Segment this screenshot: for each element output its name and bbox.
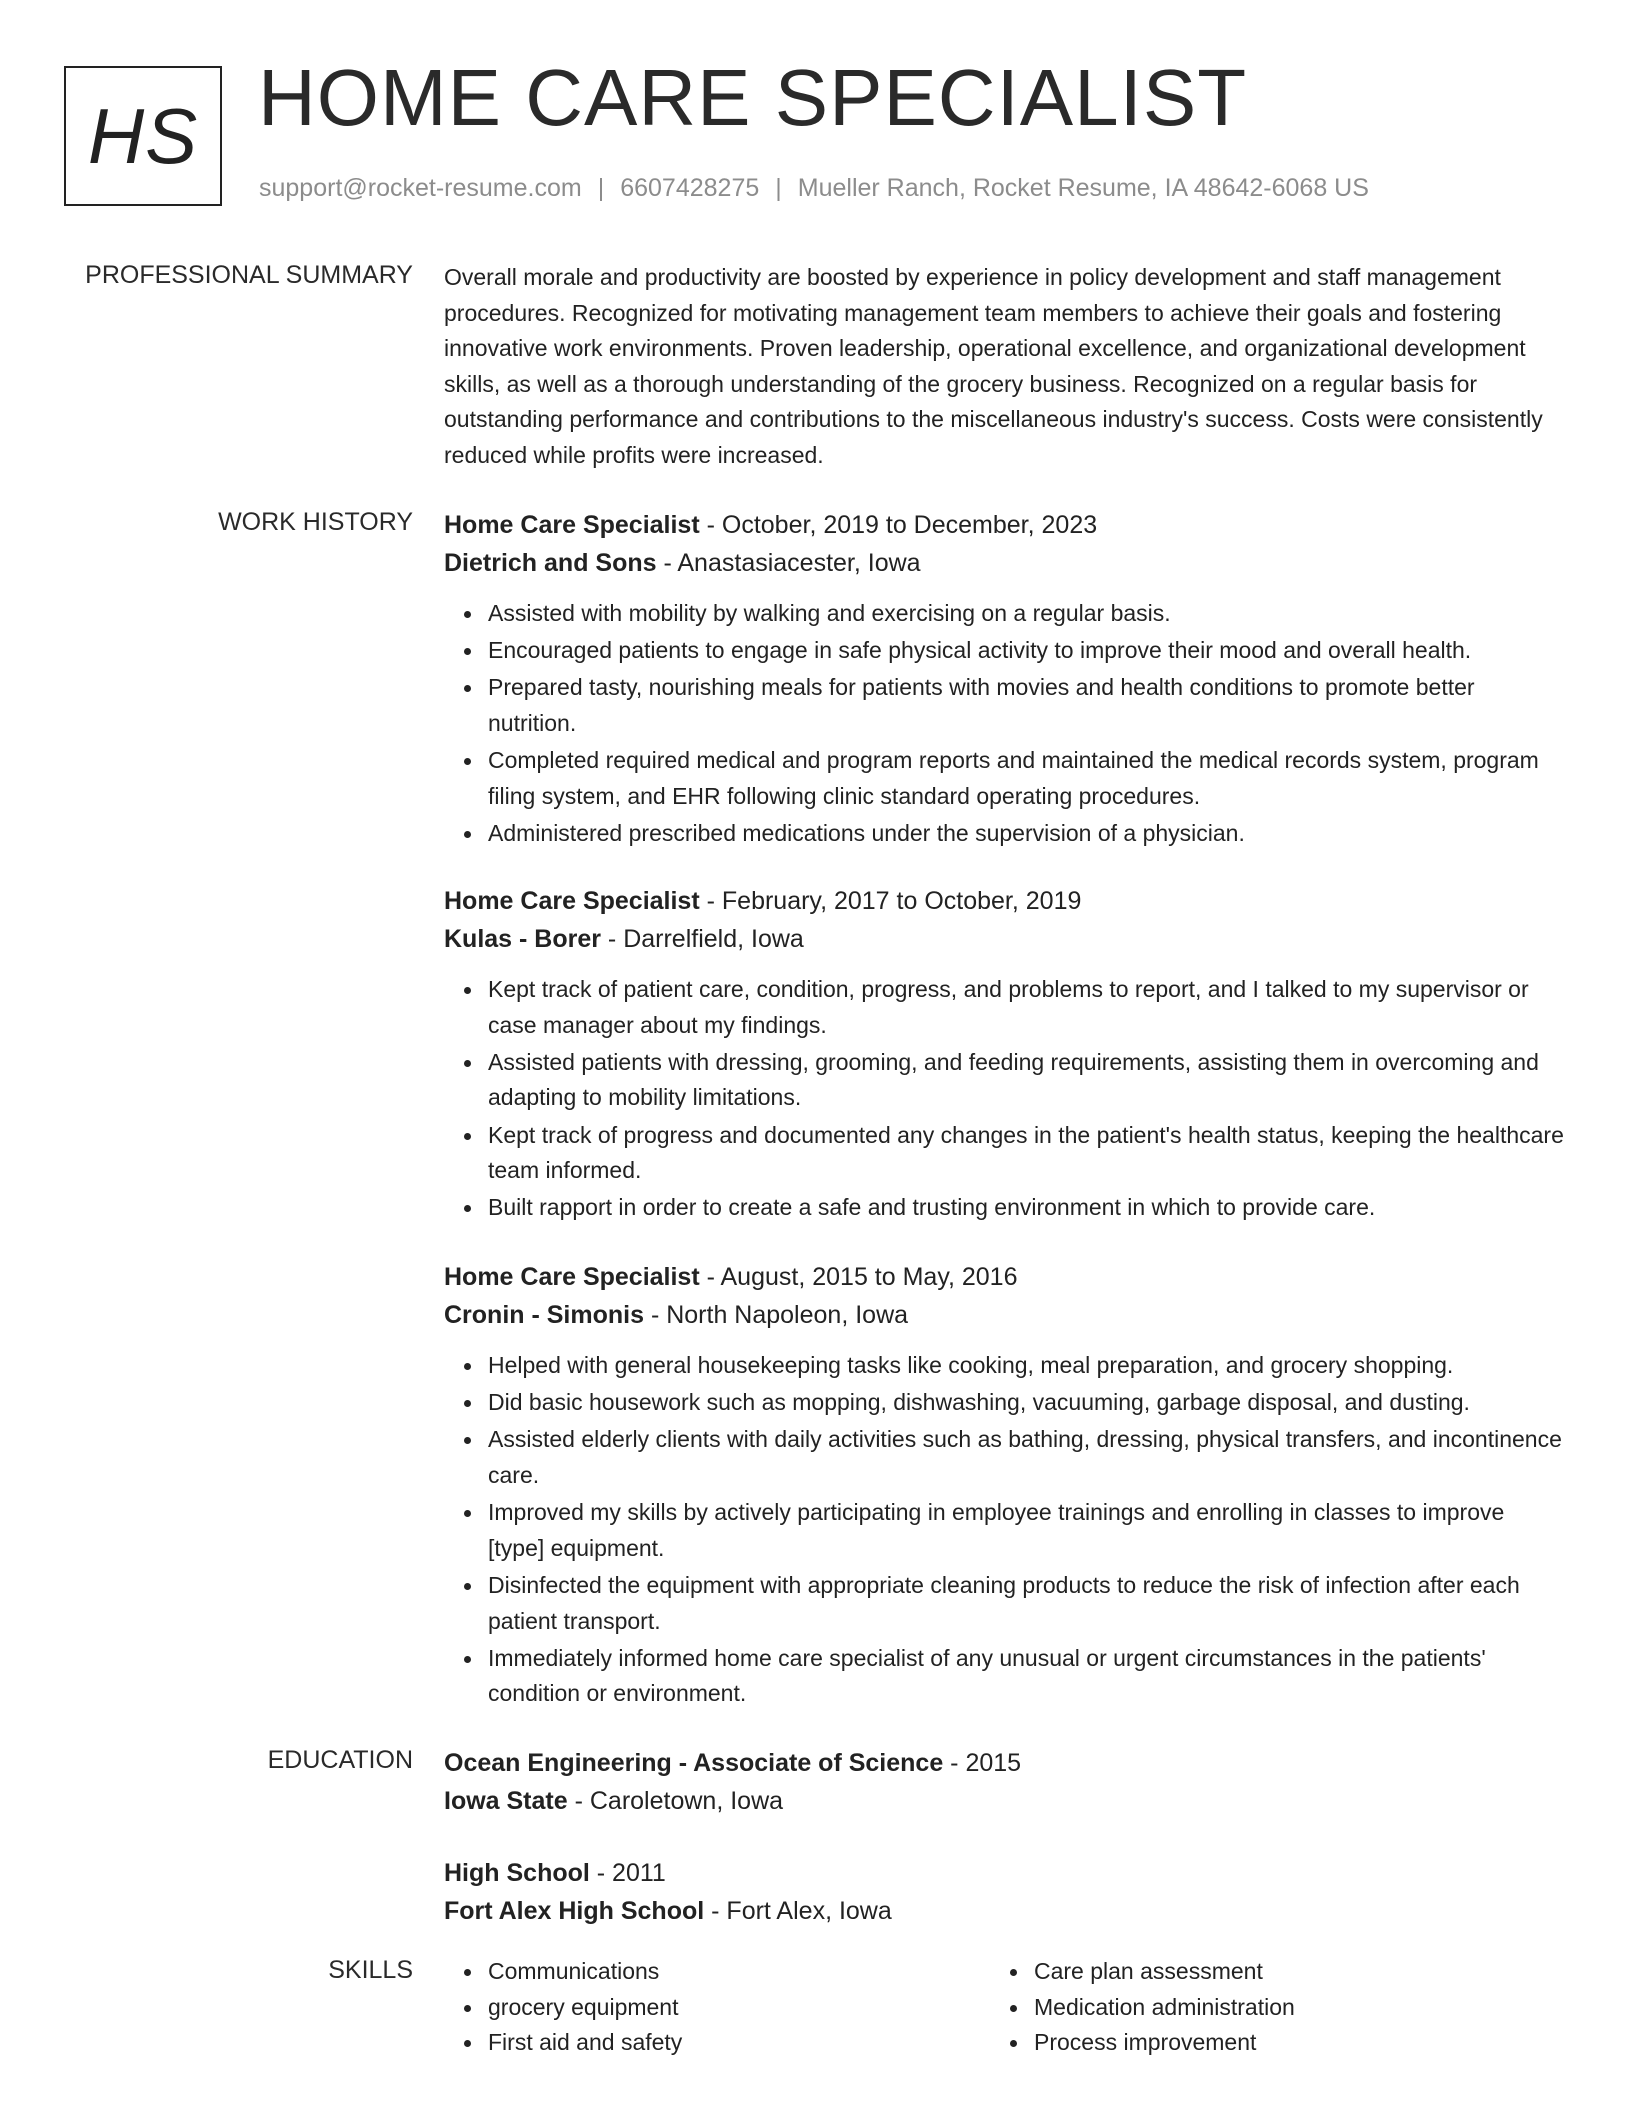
job-duty: Helped with general housekeeping tasks like cooking, meal preparation, and grocery shopping. [444, 1348, 1564, 1384]
job-title-line [444, 882, 1564, 920]
section-label-skills: SKILLS [328, 1956, 413, 1984]
resume-title: HOME CARE SPECIALIST [258, 53, 1248, 142]
skills-list [444, 1954, 964, 2061]
job-entry [444, 882, 1564, 1228]
job-duty: Administered prescribed medications under the supervision of a physician. [444, 816, 1564, 852]
job-company: Dietrich and Sons [444, 549, 657, 577]
job-duty: Prepared tasty, nourishing meals for patients with movies and health conditions to promote better nutrition. [444, 670, 1564, 741]
job-company-line [444, 920, 1564, 958]
summary-text: Overall morale and productivity are boosted by experience in policy development and staff management procedures. Recognized for motivating management team members to achieve their goals and fostering innovative work environments. Proven leadership, operational excellence, and organizational development skills, as well as a thorough understanding of the grocery business. Recognized on a regular basis for outstanding performance and contributions to the miscellaneous industry's success. Costs were consistently reduced while profits were increased. [444, 264, 1543, 468]
job-title: Home Care Specialist [444, 1263, 700, 1291]
section-label-work-history: WORK HISTORY [218, 508, 413, 536]
degree-line [444, 1854, 1564, 1892]
skill-item: Communications [444, 1954, 964, 1990]
skill-item: Care plan assessment [990, 1954, 1510, 1990]
job-duty: Encouraged patients to engage in safe physical activity to improve their mood and overall health. [444, 633, 1564, 669]
contact-line [259, 174, 1369, 203]
education-entry [444, 1744, 1564, 1820]
job-duties [444, 1348, 1564, 1712]
skill-item: grocery equipment [444, 1990, 964, 2026]
job-dates: - February, 2017 to October, 2019 [699, 887, 1082, 915]
section-label-education: EDUCATION [267, 1746, 413, 1774]
education-entry [444, 1854, 1564, 1930]
degree-line [444, 1744, 1564, 1782]
job-location: - Darrelfield, Iowa [600, 925, 804, 953]
job-entry [444, 506, 1564, 853]
job-duty: Assisted patients with dressing, grooming, and feeding requirements, assisting them in overcoming and adapting to mobility limitations. [444, 1045, 1564, 1116]
job-company: Cronin - Simonis [444, 1301, 644, 1329]
job-duties [444, 972, 1564, 1226]
job-title: Home Care Specialist [444, 511, 700, 539]
job-title-line [444, 506, 1564, 544]
job-entry [444, 1258, 1564, 1714]
job-duty: Completed required medical and program reports and maintained the medical records system, program filing system, and EHR following clinic standard operating procedures. [444, 743, 1564, 814]
degree-year: - 2011 [589, 1859, 666, 1887]
skill-item: Process improvement [990, 2025, 1510, 2061]
degree: High School [444, 1859, 590, 1887]
job-duty: Kept track of progress and documented any changes in the patient's health status, keeping the healthcare team informed. [444, 1118, 1564, 1189]
skill-item: Medication administration [990, 1990, 1510, 2026]
job-title: Home Care Specialist [444, 887, 700, 915]
degree: Ocean Engineering - Associate of Science [444, 1749, 944, 1777]
job-location: - North Napoleon, Iowa [644, 1301, 909, 1329]
skills-column-right [990, 1954, 1510, 2061]
monogram-box [64, 66, 222, 206]
job-duty: Disinfected the equipment with appropriate cleaning products to reduce the risk of infection after each patient transport. [444, 1568, 1564, 1639]
job-duty: Improved my skills by actively participating in employee trainings and enrolling in classes to improve [type] equipment. [444, 1495, 1564, 1566]
school: Fort Alex High School [444, 1897, 705, 1925]
job-duty: Assisted with mobility by walking and exercising on a regular basis. [444, 596, 1564, 632]
school-line [444, 1782, 1564, 1820]
job-company: Kulas - Borer [444, 925, 601, 953]
school-location: - Fort Alex, Iowa [704, 1897, 892, 1925]
job-dates: - August, 2015 to May, 2016 [699, 1263, 1018, 1291]
skill-item: First aid and safety [444, 2025, 964, 2061]
school: Iowa State [444, 1787, 568, 1815]
job-duty: Kept track of patient care, condition, progress, and problems to report, and I talked to my supervisor or case manager about my findings. [444, 972, 1564, 1043]
job-company-line [444, 1296, 1564, 1334]
job-company-line [444, 544, 1564, 582]
skills-list [990, 1954, 1510, 2061]
job-duties [444, 596, 1564, 852]
contact-separator: | [775, 174, 782, 202]
skills-column-left [444, 1954, 964, 2061]
contact-email[interactable]: support@rocket-resume.com [259, 174, 582, 202]
contact-address: Mueller Ranch, Rocket Resume, IA 48642-6068 US [797, 174, 1369, 202]
contact-phone[interactable]: 6607428275 [620, 174, 760, 202]
job-duty: Immediately informed home care specialist of any unusual or urgent circumstances in the patients' condition or environment. [444, 1641, 1564, 1712]
school-location: - Caroletown, Iowa [567, 1787, 784, 1815]
job-duty: Built rapport in order to create a safe and trusting environment in which to provide care. [444, 1190, 1564, 1226]
school-line [444, 1892, 1564, 1930]
section-label-summary: PROFESSIONAL SUMMARY [85, 261, 413, 289]
job-duty: Did basic housework such as mopping, dishwashing, vacuuming, garbage disposal, and dusting. [444, 1385, 1564, 1421]
job-location: - Anastasiacester, Iowa [656, 549, 921, 577]
degree-year: - 2015 [943, 1749, 1022, 1777]
job-duty: Assisted elderly clients with daily activities such as bathing, dressing, physical transfers, and incontinence care. [444, 1422, 1564, 1493]
job-dates: - October, 2019 to December, 2023 [699, 511, 1098, 539]
monogram-initials: HS [87, 91, 199, 180]
job-title-line [444, 1258, 1564, 1296]
contact-separator: | [597, 174, 605, 202]
